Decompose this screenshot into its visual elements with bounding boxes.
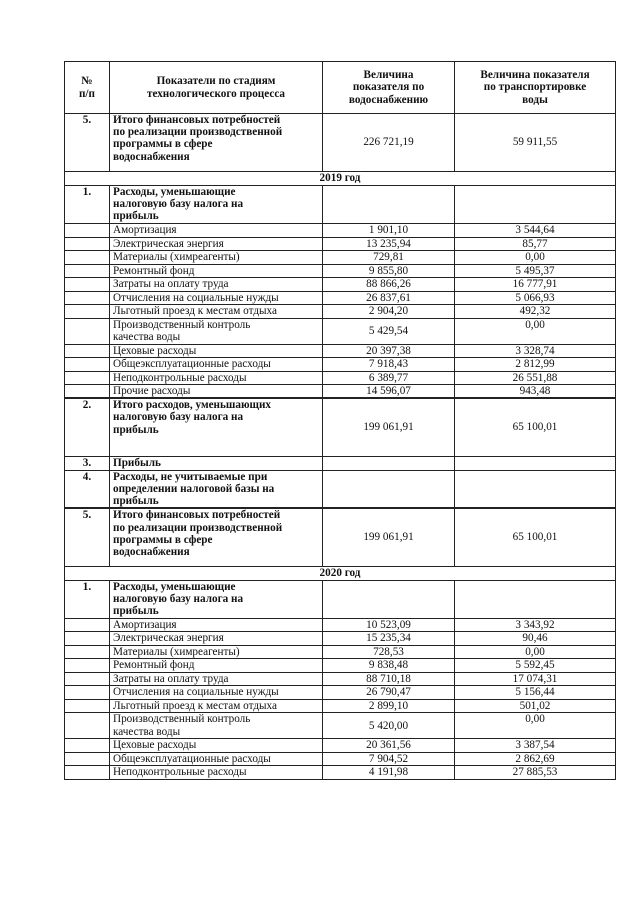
water-supply-value: 5 420,00 (323, 713, 455, 739)
row-label: Общеэксплуатационные расходы (110, 752, 323, 766)
row-label: Цеховые расходы (110, 739, 323, 753)
water-supply-value: 14 596,07 (323, 385, 455, 399)
table-row (65, 508, 616, 566)
water-supply-value: 1 901,10 (323, 224, 455, 238)
water-transport-value: 2 812,99 (455, 358, 616, 372)
table-row (65, 305, 616, 319)
water-supply-value: 199 061,91 (323, 398, 455, 456)
water-transport-value: 0,00 (455, 251, 616, 265)
water-supply-value: 226 721,19 (323, 114, 455, 172)
header-num: № п/п (65, 62, 110, 114)
row-number (65, 251, 110, 265)
water-supply-value: 9 838,48 (323, 659, 455, 673)
row-label: Производственный контроль качества воды (110, 318, 323, 344)
row-label: Неподконтрольные расходы (110, 371, 323, 385)
table-row (65, 237, 616, 251)
row-number (65, 291, 110, 305)
table-header-row (65, 62, 616, 114)
row-label: Итого финансовых потребностей по реализации производственной программы в сфере водоснабжения (110, 508, 323, 566)
water-supply-value (323, 186, 455, 224)
table-row (65, 659, 616, 673)
water-transport-value: 16 777,91 (455, 278, 616, 292)
row-number (65, 278, 110, 292)
row-number (65, 672, 110, 686)
row-number (65, 618, 110, 632)
water-transport-value: 3 343,92 (455, 618, 616, 632)
water-transport-value: 5 156,44 (455, 686, 616, 700)
water-transport-value: 5 592,45 (455, 659, 616, 673)
row-number (65, 659, 110, 673)
water-transport-value: 492,32 (455, 305, 616, 319)
table-row (65, 385, 616, 399)
row-number (65, 766, 110, 780)
water-transport-value: 65 100,01 (455, 398, 616, 456)
water-transport-value: 27 885,53 (455, 766, 616, 780)
table-row (65, 251, 616, 265)
water-transport-value: 3 544,64 (455, 224, 616, 238)
water-supply-value (323, 456, 455, 470)
row-number (65, 385, 110, 399)
year-heading: 2019 год (65, 172, 616, 186)
table-row (65, 264, 616, 278)
water-supply-value (323, 470, 455, 508)
table-row (65, 224, 616, 238)
water-supply-value: 26 837,61 (323, 291, 455, 305)
row-label: Расходы, уменьшающие налоговую базу налога на прибыль (110, 580, 323, 618)
table-row (65, 318, 616, 344)
water-supply-value: 6 389,77 (323, 371, 455, 385)
row-label: Расходы, не учитываемые при определении налоговой базы на прибыль (110, 470, 323, 508)
table-row (65, 358, 616, 372)
table-row (65, 456, 616, 470)
water-supply-value: 10 523,09 (323, 618, 455, 632)
table-row (65, 580, 616, 618)
header-water-transport: Величина показателя по транспортировке воды (455, 62, 616, 114)
table-row (65, 172, 616, 186)
water-supply-value: 13 235,94 (323, 237, 455, 251)
water-transport-value: 0,00 (455, 713, 616, 739)
row-label: Производственный контроль качества воды (110, 713, 323, 739)
water-supply-value: 9 855,80 (323, 264, 455, 278)
row-number (65, 645, 110, 659)
water-transport-value (455, 580, 616, 618)
row-label: Прибыль (110, 456, 323, 470)
table-row (65, 371, 616, 385)
row-number (65, 752, 110, 766)
water-transport-value (455, 186, 616, 224)
water-supply-value: 26 790,47 (323, 686, 455, 700)
row-number: 3. (65, 456, 110, 470)
year-heading: 2020 год (65, 566, 616, 580)
row-label: Амортизация (110, 224, 323, 238)
row-label: Затраты на оплату труда (110, 278, 323, 292)
water-transport-value: 17 074,31 (455, 672, 616, 686)
row-label: Отчисления на социальные нужды (110, 291, 323, 305)
water-transport-value: 2 862,69 (455, 752, 616, 766)
row-number: 5. (65, 114, 110, 172)
header-indicator: Показатели по стадиям технологического процесса (110, 62, 323, 114)
row-label: Общеэксплуатационные расходы (110, 358, 323, 372)
row-number (65, 305, 110, 319)
water-supply-value: 88 710,18 (323, 672, 455, 686)
table-row (65, 713, 616, 739)
table-row (65, 114, 616, 172)
water-transport-value: 943,48 (455, 385, 616, 399)
row-label: Затраты на оплату труда (110, 672, 323, 686)
water-supply-value: 4 191,98 (323, 766, 455, 780)
row-label: Расходы, уменьшающие налоговую базу налога на прибыль (110, 186, 323, 224)
row-number: 2. (65, 398, 110, 456)
row-number (65, 686, 110, 700)
water-transport-value: 26 551,88 (455, 371, 616, 385)
row-label: Итого финансовых потребностей по реализации производственной программы в сфере водоснабжения (110, 114, 323, 172)
row-number (65, 224, 110, 238)
row-label: Отчисления на социальные нужды (110, 686, 323, 700)
water-transport-value: 65 100,01 (455, 508, 616, 566)
table-row (65, 739, 616, 753)
water-supply-value: 20 397,38 (323, 344, 455, 358)
row-label: Льготный проезд к местам отдыха (110, 699, 323, 713)
row-label: Цеховые расходы (110, 344, 323, 358)
row-label: Амортизация (110, 618, 323, 632)
water-supply-value: 729,81 (323, 251, 455, 265)
row-number (65, 237, 110, 251)
water-transport-value: 3 328,74 (455, 344, 616, 358)
row-number (65, 318, 110, 344)
table-row (65, 291, 616, 305)
table-row (65, 398, 616, 456)
table-row (65, 186, 616, 224)
row-number (65, 713, 110, 739)
table-row (65, 566, 616, 580)
water-supply-value: 7 904,52 (323, 752, 455, 766)
row-number (65, 264, 110, 278)
table-row (65, 632, 616, 646)
row-number (65, 371, 110, 385)
row-label: Итого расходов, уменьшающих налоговую базу налога на прибыль (110, 398, 323, 456)
water-supply-value: 2 899,10 (323, 699, 455, 713)
row-number (65, 358, 110, 372)
header-water-supply: Величина показателя по водоснабжению (323, 62, 455, 114)
table-row (65, 278, 616, 292)
table-row (65, 686, 616, 700)
row-number: 1. (65, 580, 110, 618)
water-transport-value: 90,46 (455, 632, 616, 646)
row-number (65, 739, 110, 753)
water-transport-value: 501,02 (455, 699, 616, 713)
water-transport-value: 0,00 (455, 645, 616, 659)
row-label: Льготный проезд к местам отдыха (110, 305, 323, 319)
water-transport-value (455, 456, 616, 470)
row-label: Ремонтный фонд (110, 264, 323, 278)
row-number: 4. (65, 470, 110, 508)
row-number: 5. (65, 508, 110, 566)
water-supply-value: 5 429,54 (323, 318, 455, 344)
water-transport-value: 85,77 (455, 237, 616, 251)
water-supply-value: 2 904,20 (323, 305, 455, 319)
water-supply-value: 15 235,34 (323, 632, 455, 646)
row-label: Материалы (химреагенты) (110, 251, 323, 265)
water-supply-value: 20 361,56 (323, 739, 455, 753)
row-label: Ремонтный фонд (110, 659, 323, 673)
table-row (65, 672, 616, 686)
table-row (65, 645, 616, 659)
water-transport-value: 59 911,55 (455, 114, 616, 172)
row-label: Прочие расходы (110, 385, 323, 399)
water-supply-value: 199 061,91 (323, 508, 455, 566)
water-transport-value: 0,00 (455, 318, 616, 344)
water-supply-value: 728,53 (323, 645, 455, 659)
table-row (65, 766, 616, 780)
row-label: Материалы (химреагенты) (110, 645, 323, 659)
water-transport-value: 5 495,37 (455, 264, 616, 278)
row-number (65, 632, 110, 646)
row-label: Неподконтрольные расходы (110, 766, 323, 780)
water-transport-value (455, 470, 616, 508)
table-row (65, 618, 616, 632)
water-transport-value: 5 066,93 (455, 291, 616, 305)
row-number (65, 344, 110, 358)
row-label: Электрическая энергия (110, 237, 323, 251)
table-row (65, 752, 616, 766)
table-row (65, 344, 616, 358)
row-number: 1. (65, 186, 110, 224)
row-label: Электрическая энергия (110, 632, 323, 646)
row-number (65, 699, 110, 713)
financial-table (64, 61, 616, 780)
water-supply-value: 7 918,43 (323, 358, 455, 372)
table-row (65, 699, 616, 713)
table-row (65, 470, 616, 508)
water-supply-value: 88 866,26 (323, 278, 455, 292)
water-supply-value (323, 580, 455, 618)
water-transport-value: 3 387,54 (455, 739, 616, 753)
